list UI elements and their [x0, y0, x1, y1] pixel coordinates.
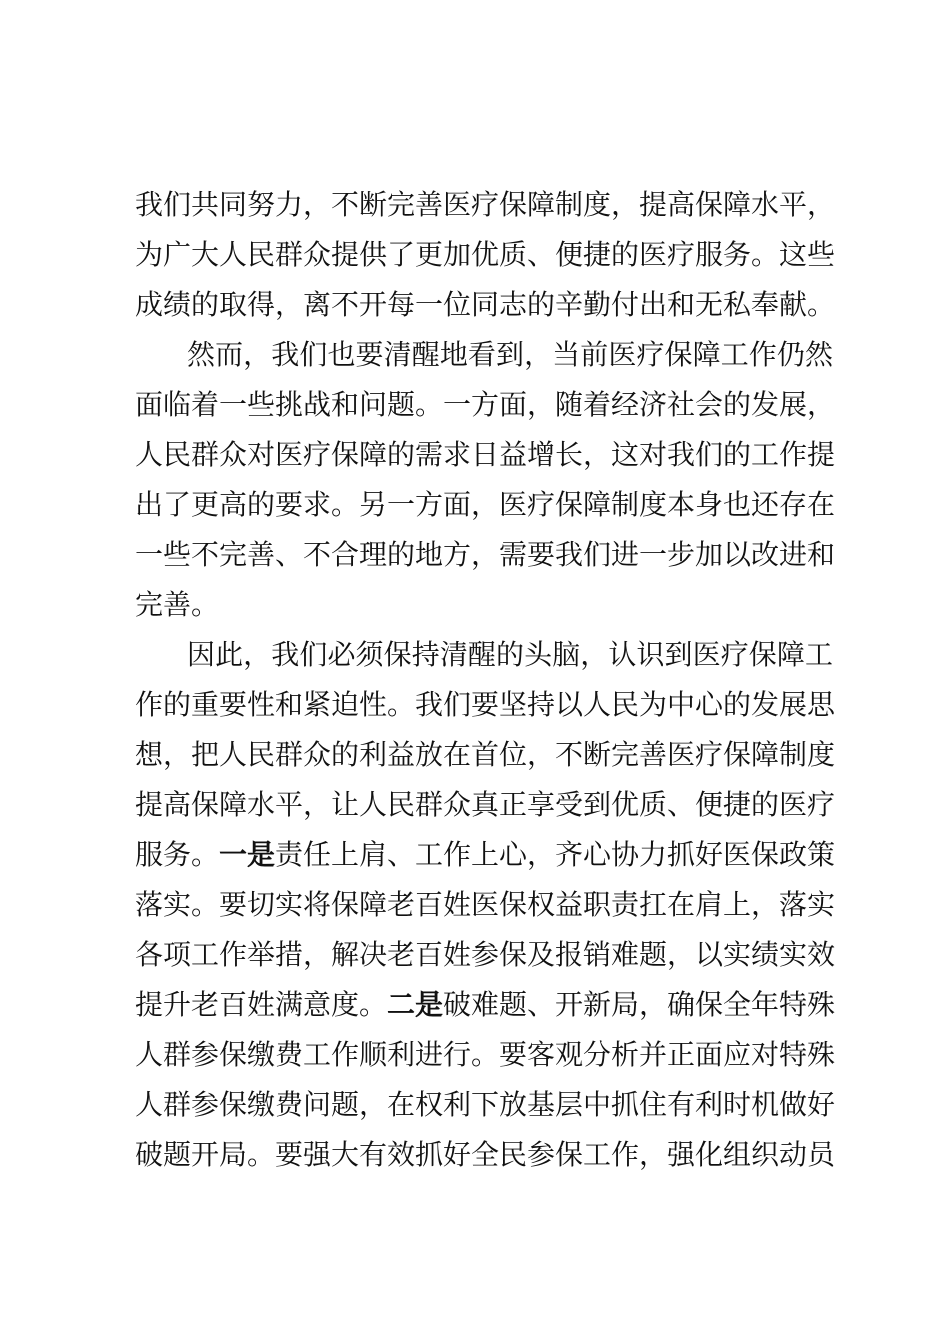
text-segment: 人群参保缴费问题，在权利下放基层中抓住有利时机做好	[135, 1088, 836, 1121]
text-segment: 一些不完善、不合理的地方，需要我们进一步加以改进和	[135, 538, 836, 571]
bold-text-segment: 二是	[387, 988, 444, 1021]
text-line	[135, 1080, 836, 1130]
text-line	[135, 280, 836, 330]
text-segment: 提升老百姓满意度。	[135, 988, 388, 1021]
text-segment: 破题开局。要强大有效抓好全民参保工作，强化组织动员	[135, 1138, 836, 1171]
text-line	[135, 630, 833, 680]
text-line	[135, 480, 836, 530]
text-line	[135, 530, 836, 580]
text-segment: 作的重要性和紧迫性。我们要坚持以人民为中心的发展思	[135, 688, 836, 721]
text-line	[135, 180, 836, 230]
text-line	[135, 830, 836, 880]
text-segment: 为广大人民群众提供了更加优质、便捷的医疗服务。这些	[135, 238, 836, 271]
text-segment: 各项工作举措，解决老百姓参保及报销难题，以实绩实效	[135, 938, 836, 971]
text-segment: 人民群众对医疗保障的需求日益增长，这对我们的工作提	[135, 438, 836, 471]
text-line	[135, 680, 836, 730]
text-segment: 落实。要切实将保障老百姓医保权益职责扛在肩上，落实	[135, 888, 836, 921]
text-segment: 提高保障水平，让人民群众真正享受到优质、便捷的医疗	[135, 788, 836, 821]
text-line	[135, 930, 836, 980]
text-line	[135, 580, 833, 630]
text-segment: 责任上肩、工作上心，齐心协力抓好医保政策	[275, 838, 836, 871]
text-line	[135, 1130, 836, 1180]
text-line	[135, 880, 836, 930]
text-line	[135, 730, 836, 780]
text-line	[135, 430, 836, 480]
document-body	[135, 180, 836, 1180]
text-segment: 面临着一些挑战和问题。一方面，随着经济社会的发展，	[135, 388, 836, 421]
text-segment: 完善。	[135, 588, 220, 621]
text-segment: 想，把人民群众的利益放在首位，不断完善医疗保障制度	[135, 738, 836, 771]
bold-text-segment: 一是	[219, 838, 276, 871]
text-segment: 出了更高的要求。另一方面，医疗保障制度本身也还存在	[135, 488, 836, 521]
text-line	[135, 230, 836, 280]
text-segment: 破难题、开新局，确保全年特殊	[443, 988, 836, 1021]
text-segment: 服务。	[135, 838, 220, 871]
text-line	[135, 1030, 836, 1080]
text-segment: 然而，我们也要清醒地看到，当前医疗保障工作仍然	[187, 338, 833, 371]
text-segment: 因此，我们必须保持清醒的头脑，认识到医疗保障工	[187, 638, 833, 671]
text-line	[135, 780, 836, 830]
text-line	[135, 330, 833, 380]
text-line	[135, 980, 836, 1030]
text-segment: 我们共同努力，不断完善医疗保障制度，提高保障水平，	[135, 188, 836, 221]
text-segment: 人群参保缴费工作顺利进行。要客观分析并正面应对特殊	[135, 1038, 836, 1071]
text-segment: 成绩的取得，离不开每一位同志的辛勤付出和无私奉献。	[135, 288, 836, 321]
text-line	[135, 380, 836, 430]
